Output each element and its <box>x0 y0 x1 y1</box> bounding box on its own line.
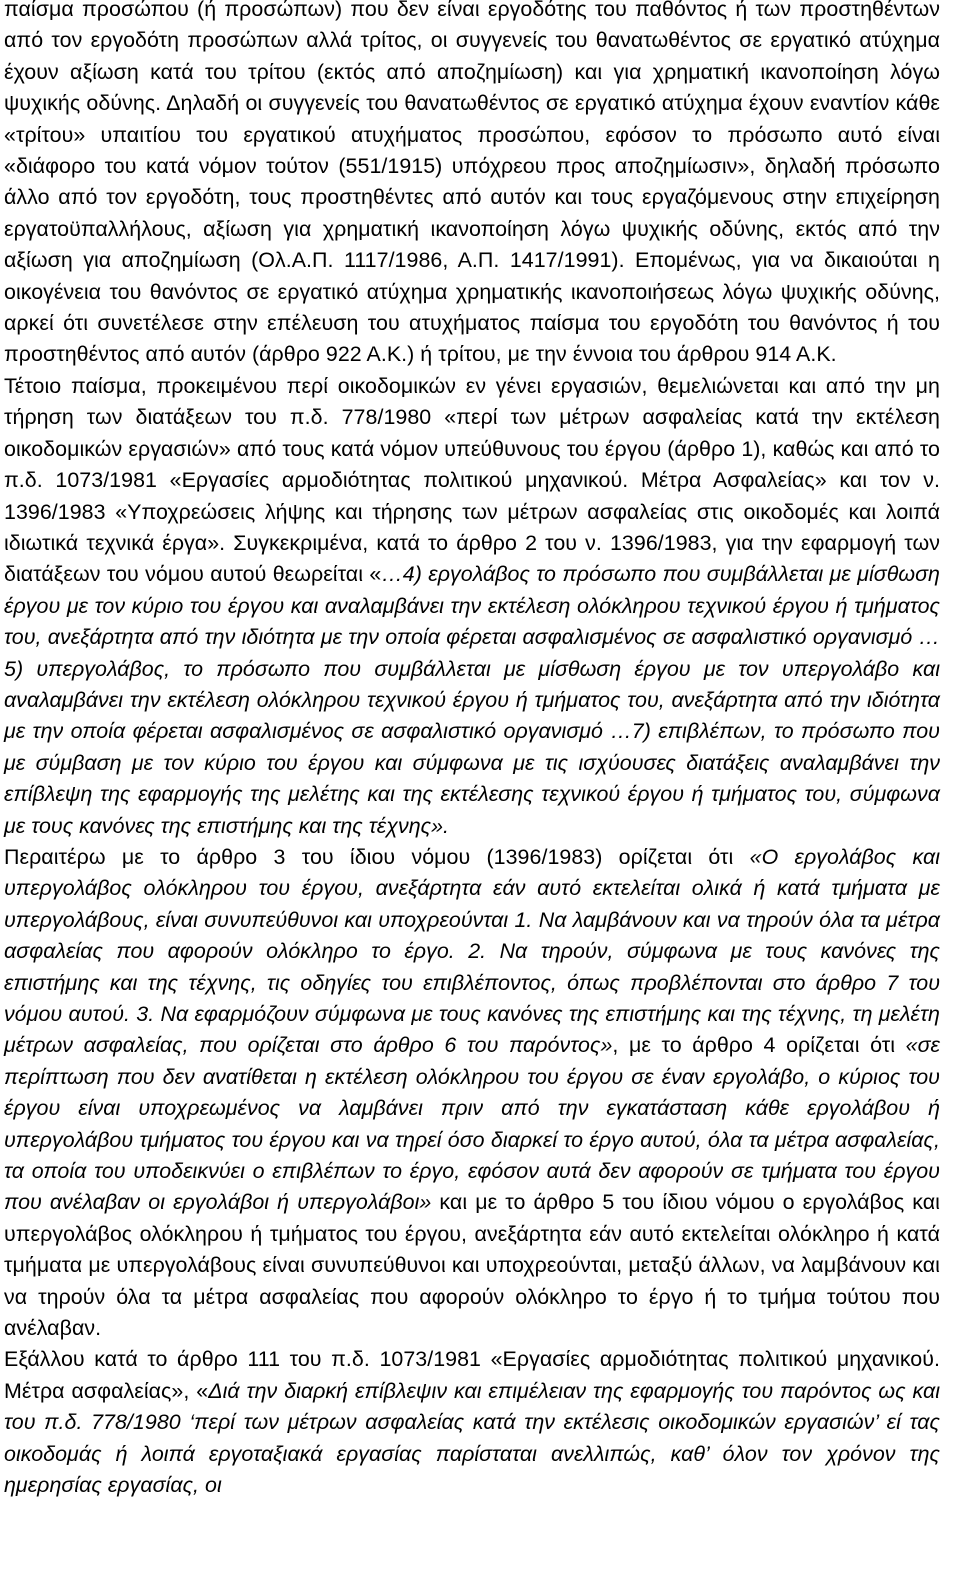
paragraph-contractor-obligations <box>4 842 940 1345</box>
paragraph-text: Τέτοιο παίσμα, προκειμένου περί οικοδομικών εν γένει εργασιών, θεμελιώνεται και από την μη τήρηση των διατάξεων του π.δ. 778/1980 «περί των μέτρων ασφαλείας κατά την εκτέλεση οικοδομικών εργασιών» από τους κατά νόμον υπεύθυνους του έργου (άρθρο 1), καθώς και από το π.δ. 1073/1981 «Εργασίες αρμοδιότητας πολιτικού μηχανικού. Μέτρα Ασφαλείας» και τον ν. 1396/1983 «Υποχρεώσεις λήψης και τήρησης των μέτρων ασφαλείας στις οικοδομές και λοιπά ιδιωτικά τεχνικά έργα». Συγκεκριμένα, κατά το άρθρο 2 του ν. 1396/1983, για την εφαρμογή των διατάξεων του νόμου αυτού θεωρείται « <box>4 373 940 587</box>
paragraph-text: Περαιτέρω με το άρθρο 3 του ίδιου νόμου (1396/1983) ορίζεται ότι <box>4 844 750 869</box>
paragraph-text: παίσμα προσώπου (ή προσώπων) που δεν είναι εργοδότης του παθόντος ή των προστηθέντων από τον εργοδότη προσώπων αλλά τρίτος, οι συγγενείς του θανατωθέντος σε εργατικό ατύχημα έχουν αξίωση κατά του τρίτου (εκτός από αποζημίωση) και για χρηματική ικανοποίηση λόγω ψυχικής οδύνης. Δηλαδή οι συγγενείς του θανατωθέντος σε εργατικό ατύχημα έχουν εναντίον κάθε «τρίτου» υπαιτίου του εργατικού ατυχήματος προσώπου, εφόσον το πρόσωπο αυτό είναι «διάφορο του κατά νόμον τούτον (551/1915) υπόχρεου προς αποζημίωσιν», δηλαδή πρόσωπο άλλο από τον εργοδότη, τους προστηθέντες από αυτόν και τους εργαζόμενους στην επιχείρηση εργατοϋπαλλήλους, αξίωση για χρηματική ικανοποίηση λόγω ψυχικής οδύνης, εκτός από την αξίωση για αποζημίωση (Ολ.Α.Π. 1117/1986, Α.Π. 1417/1991). Επομένως, για να δικαιούται η οικογένεια του θανόντος σε εργατικό ατύχημα χρηματικής ικανοποιήσεως λόγω ψυχικής οδύνης, αρκεί ότι συνετέλεσε στην επέλευση του ατυχήματος παίσμα του εργοδότη του θανόντος ή του προστηθέντος από αυτόν (άρθρο 922 Α.Κ.) ή τρίτου, με την έννοια του άρθρου 914 Α.Κ. <box>4 0 940 367</box>
paragraph-text: και με το άρθρο 5 του ίδιου νόμου ο εργολάβος και υπεργολάβος ολόκληρου ή τμήματος του έργου, ανεξάρτητα εάν αυτό εκτελείται ολόκληρο ή κατά τμήματα με υπεργολάβους είναι συνυπεύθυνοι και υποχρεούνται, μεταξύ άλλων, να λαμβάνουν και να τηρούν όλα τα μέτρα ασφαλείας που αφορούν ολόκληρο το έργο ή το τμήμα τούτου που ανέλαβαν. <box>4 1190 940 1341</box>
quoted-article-111: Διά την διαρκή επίβλεψιν και επιμέλειαν της εφαρμογής του παρόντος ως και του π.δ. 778/1980 ‘περί των μέτρων ασφαλείας κατά την εκτέλεσις οικοδομικών εργασιών’ εί τας οικοδομάς ή λοιπά εργοταξιακά εργασίας παρίσταται ανελλιπώς, καθ’ όλον τον χρόνον της ημερησίας εργασίας, οι <box>4 1378 941 1498</box>
paragraph-construction-safety-law <box>4 371 940 842</box>
paragraph-worker-accident-compensation <box>4 0 940 371</box>
document-page <box>4 0 940 1502</box>
paragraph-article-111 <box>4 1344 940 1501</box>
quoted-article-3: «Ο εργολάβος και υπεργολάβος ολόκληρου του έργου, ανεξάρτητα εάν αυτό εκτελείται ολικά ή κατά τμήματα με υπεργολάβους, είναι συνυπεύθυνοι και υποχρεούνται 1. Να λαμβάνουν και να τηρούν όλα τα μέτρα ασφαλείας που αφορούν ολόκληρο το έργο. 2. Να τηρούν, σύμφωνα με τους κανόνες της επιστήμης και της τέχνης, τις οδηγίες του επιβλέποντος, όπως προβλέπονται στο άρθρο 7 του νόμου αυτού. 3. Να εφαρμόζουν σύμφωνα με τους κανόνες της επιστήμης και της τέχνης, τη μελέτη μέτρων ασφαλείας, που ορίζεται στο άρθρο 6 του παρόντος» <box>4 844 941 1058</box>
paragraph-text: , με το άρθρο 4 ορίζεται ότι <box>612 1033 906 1058</box>
quoted-article-4: «σε περίπτωση που δεν ανατίθεται η εκτέλεση ολόκληρου του έργου σε έναν εργολάβο, ο κύριος του έργου είναι υποχρεωμένος να λαμβάνει πριν από την εγκατάσταση κάθε εργολάβου ή υπεργολάβου τμήματος του έργου και να τηρεί όσο διαρκεί το έργο αυτού, όλα τα μέτρα ασφαλείας, τα οποία του υποδεικνύει ο επιβλέπων το έργο, εφόσον αυτά δεν αφορούν σε τμήματα του έργου που ανέλαβαν οι εργολάβοι ή υπεργολάβοι» <box>4 1033 940 1215</box>
paragraph-text: Εξάλλου κατά το άρθρο 111 του π.δ. 1073/1981 «Εργασίες αρμοδιότητας πολιτικού μηχανικού. Μέτρα ασφαλείας», « <box>4 1347 940 1403</box>
quoted-definitions: …4) εργολάβος το πρόσωπο που συμβάλλεται με μίσθωση έργου με τον κύριο του έργου και αναλαμβάνει την εκτέλεση ολόκληρου τεχνικού έργου ή τμήματος του, ανεξάρτητα από την ιδιότητα με την οποία φέρεται ασφαλισμένος σε ασφαλιστικό οργανισμό …5) υπεργολάβος, το πρόσωπο που συμβάλλεται με μίσθωση έργου με τον υπεργολάβο και αναλαμβάνει την εκτέλεση ολόκληρου τεχνικού έργου ή τμήματος του, ανεξάρτητα από την ιδιότητα με την οποία φέρεται ασφαλισμένος σε ασφαλιστικό οργανισμό …7) επιβλέπων, το πρόσωπο που με σύμβαση με τον κύριο του έργου και σύμφωνα με τις ισχύουσες διατάξεις αναλαμβάνει την επίβλεψη της εφαρμογής της μελέτης και της εκτέλεσης τεχνικού έργου ή τμήματος του, σύμφωνα με τους κανόνες της επιστήμης και της τέχνης». <box>4 562 940 838</box>
